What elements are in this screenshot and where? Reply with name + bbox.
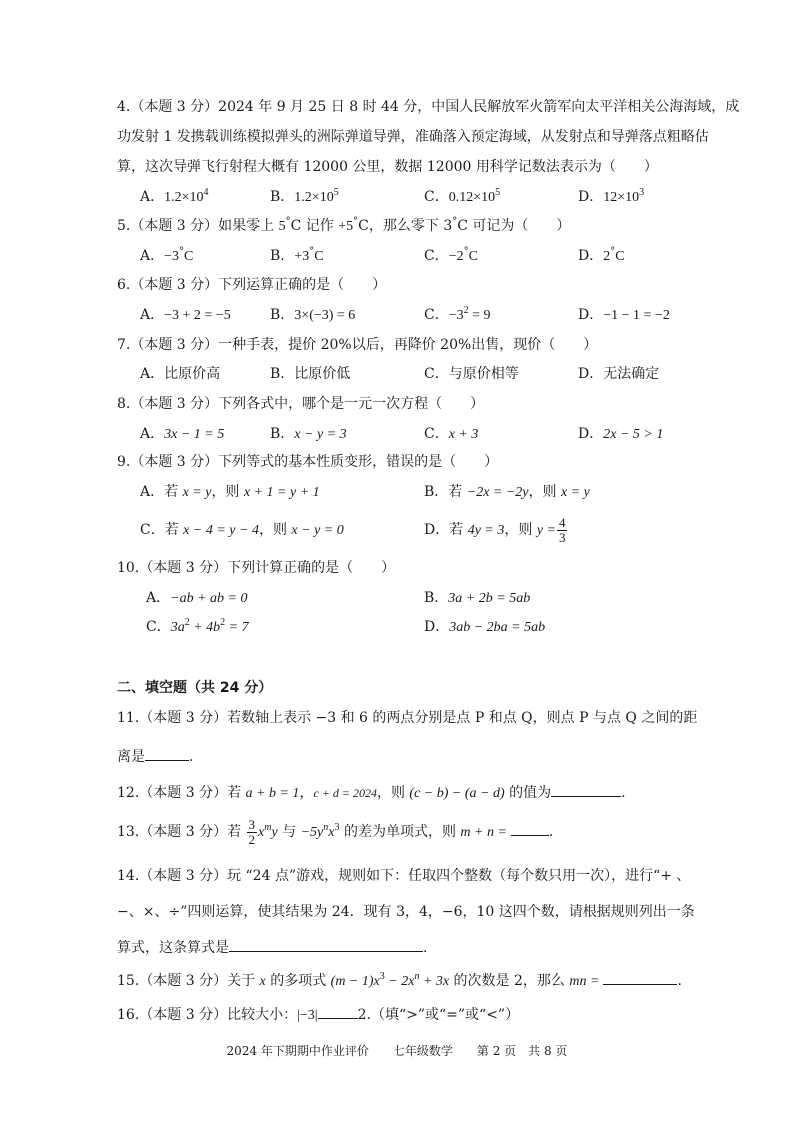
q15-line: 15.（本题 3 分）关于 x 的多项式 $(m - 1)x^3 - 2x^n + 3x$ 的次数是 2，那么 mn = .	[117, 971, 682, 989]
q6-stem: 6.（本题 3 分）下列运算正确的是（ ）	[117, 277, 387, 293]
q14-line1: 14.（本题 3 分）玩 “24 点”游戏，规则如下：任取四个整数（每个数只用一次），进行“+ 、	[117, 868, 691, 884]
q11-line1: 11.（本题 3 分）若数轴上表示 −3 和 6 的两点分别是点 P 和点 Q，则点 P 与点 Q 之间的距	[117, 710, 698, 726]
q13-line: 13.（本题 3 分）若 $\frac{3}{2}$ $x^my$ 与 $-5y^nx^3$ 的差为单项式，则 m + n = .	[117, 816, 554, 847]
q9-stem: 9.（本题 3 分）下列等式的基本性质变形，错误的是（ ）	[117, 454, 499, 470]
q6-option-b: B．3×(−3) = 6	[270, 307, 356, 323]
q5-option-c: C．−2°C	[424, 246, 478, 264]
q10-option-c: C．$3a^2 + 4b^2 = 7$	[146, 617, 249, 635]
q7-option-d: D．无法确定	[578, 366, 660, 382]
q4-option-b: B．$1.2\times 10^5$	[270, 187, 339, 205]
q4-line1: 4.（本题 3 分）2024 年 9 月 25 日 8 时 44 分，中国人民解放军火箭军向太平洋相关公海海域，成	[117, 99, 740, 115]
q10-option-a: A．−ab + ab = 0	[146, 590, 248, 606]
fraction-4-3: $\frac{4}{3}$	[558, 514, 566, 545]
fraction-3-2: $\frac{3}{2}$	[248, 816, 256, 847]
q6-option-a: A．−3 + 2 = −5	[140, 307, 231, 323]
q14-line3: 算式，这条算式是 .	[117, 937, 427, 958]
q10-option-d: D．3ab − 2ba = 5ab	[424, 619, 546, 635]
q10-stem: 10.（本题 3 分）下列计算正确的是（ ）	[117, 560, 396, 576]
q9-option-d: D．若 4y = 3，则 y = $\frac{4}{3}$	[424, 514, 566, 545]
q8-option-d: D．2x − 5 > 1	[578, 426, 664, 442]
q7-option-a: A．比原价高	[140, 366, 221, 382]
q13-answer-blank[interactable]	[511, 821, 549, 836]
q5-option-d: D．2°C	[578, 246, 625, 264]
q9-option-c: C．若 x − 4 = y − 4，则 x − y = 0	[140, 522, 344, 538]
q14-answer-blank[interactable]	[229, 937, 423, 952]
section-title-fill-in: 二、填空题（共 24 分）	[117, 680, 273, 696]
q8-stem: 8.（本题 3 分）下列各式中，哪个是一元一次方程（ ）	[117, 396, 485, 412]
q14-line2: −、×、÷”四则运算，使其结果为 24．现有 3，4，−6，10 这四个数，请根据规则列出一条	[117, 904, 695, 920]
q5-stem: 5.（本题 3 分）如果零上 5°C 记作 +5°C，那么零下 3°C 可记为（ ）	[117, 216, 571, 234]
q4-option-a: A．$1.2\times 10^4$	[140, 187, 209, 205]
q4-line2: 功发射 1 发携载训练模拟弹头的洲际弹道导弹，准确落入预定海域，从发射点和导弹落点粗略估	[117, 129, 709, 145]
q16-answer-blank[interactable]	[318, 1004, 358, 1019]
q5-option-b: B．+3°C	[270, 246, 324, 264]
q9-option-b: B．若 −2x = −2y，则 x = y	[424, 484, 590, 500]
q7-option-c: C．与原价相等	[424, 366, 519, 382]
q4-option-d: D．$12\times 10^3$	[578, 187, 645, 205]
q5-option-a: A．−3°C	[140, 246, 194, 264]
q11-line2: 离是 .	[117, 746, 193, 767]
q8-option-b: B．x − y = 3	[270, 426, 347, 442]
q16-line: 16.（本题 3 分）比较大小：|−3| 2.（填“>”或“=”或“<”）	[117, 1004, 519, 1026]
q8-option-c: C．x + 3	[424, 426, 479, 442]
q7-option-b: B．比原价低	[270, 366, 351, 382]
q12-line: 12.（本题 3 分）若 a + b = 1，c + d = 2024，则 (c − b) − (a − d) 的值为 .	[117, 782, 626, 804]
q8-option-a: A．3x − 1 = 5	[140, 426, 225, 442]
page-footer: 2024 年下期期中作业评价 七年级数学 第 2 页 共 8 页	[226, 1044, 568, 1058]
q12-answer-blank[interactable]	[551, 782, 621, 797]
q15-answer-blank[interactable]	[603, 970, 677, 985]
q6-option-d: D．−1 − 1 = −2	[578, 307, 670, 323]
q11-answer-blank[interactable]	[145, 746, 189, 761]
q9-option-a: A．若 x = y，则 x + 1 = y + 1	[140, 484, 320, 500]
q4-option-c: C．$0.12\times 10^5$	[424, 187, 501, 205]
q4-line3: 算，这次导弹飞行射程大概有 12000 公里，数据 12000 用科学记数法表示为（ ）	[117, 159, 658, 175]
q10-option-b: B．3a + 2b = 5ab	[424, 590, 531, 606]
q7-stem: 7.（本题 3 分）一种手表，提价 20%以后，再降价 20%出售，现价（ ）	[117, 337, 598, 353]
q6-option-c: C．$-3^2 = 9$	[424, 305, 491, 323]
